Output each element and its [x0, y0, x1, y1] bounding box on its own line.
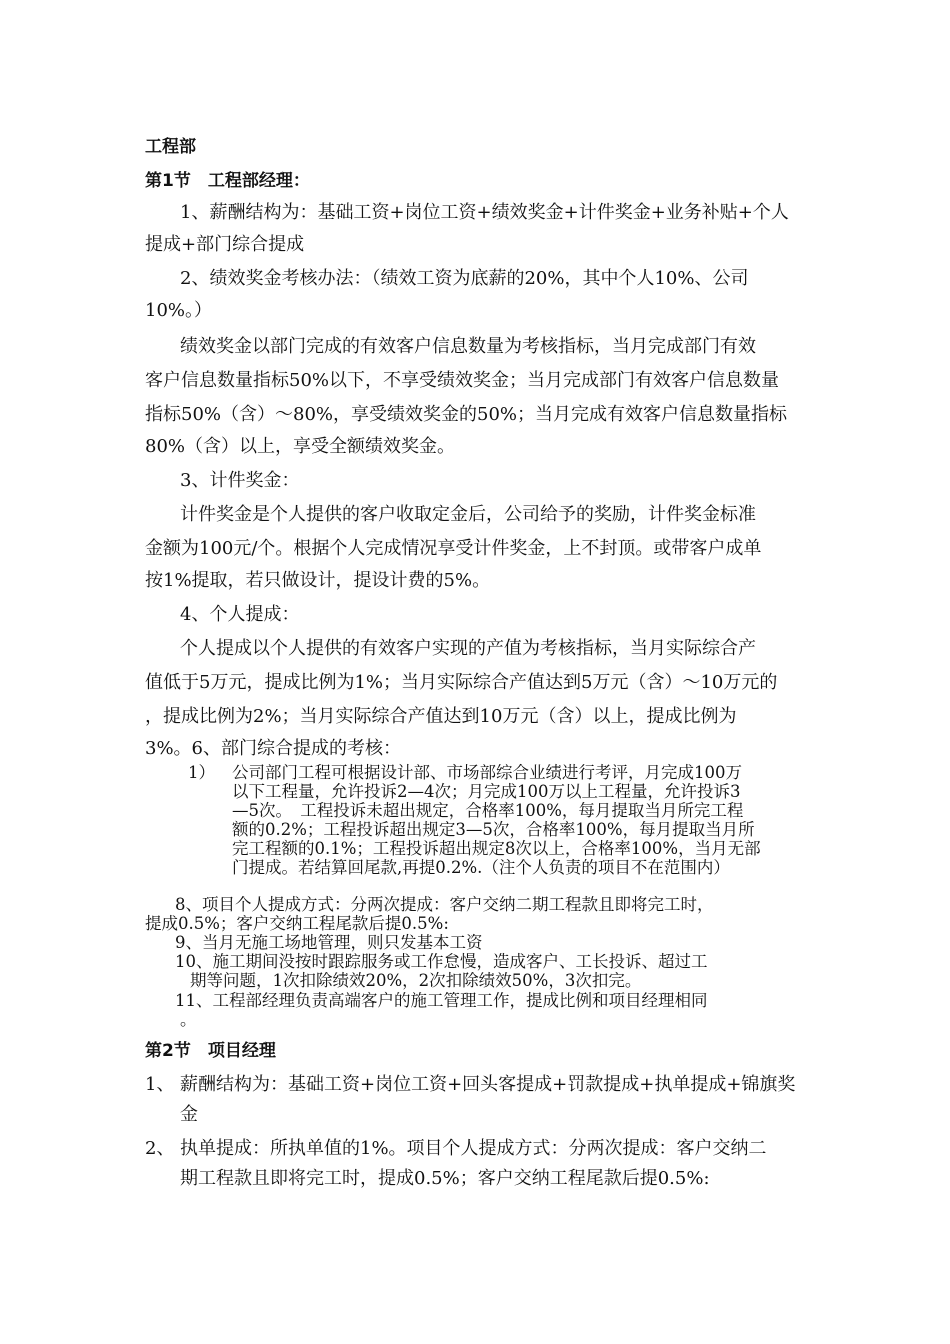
paragraph-line: 10、施工期间没按时跟踪服务或工作怠慢，造成客户、工长投诉、超过工: [175, 952, 708, 971]
list-item-line: 公司部门工程可根据设计部、市场部综合业绩进行考评，月完成100万: [232, 763, 742, 782]
list-item-line: 额的0.2%；工程投诉超出规定3—5次，合格率100%，每月提取当月所: [232, 820, 755, 839]
paragraph-line: 期等问题，1次扣除绩效20%，2次扣除绩效50%，3次扣完。: [190, 971, 642, 990]
paragraph-line: 8、项目个人提成方式：分两次提成：客户交纳二期工程款且即将完工时，: [175, 895, 714, 914]
paragraph-line: 80%（含）以上，享受全额绩效奖金。: [145, 436, 456, 457]
section-1-heading: 第1节 工程部经理：: [145, 171, 310, 191]
paragraph-line: 金额为100元/个。根据个人完成情况享受计件奖金，上不封顶。或带客户成单: [145, 538, 762, 559]
paragraph-line: 提成0.5%；客户交纳工程尾款后提0.5%:: [145, 914, 449, 933]
list-item-line: 门提成。若结算回尾款,再提0.2%.（注个人负责的项目不在范围内）: [232, 858, 730, 877]
paragraph-line: 计件奖金是个人提供的客户收取定金后，公司给予的奖励，计件奖金标准: [180, 504, 756, 525]
paragraph-line: 绩效奖金以部门完成的有效客户信息数量为考核指标，当月完成部门有效: [180, 336, 756, 357]
paragraph-line: ，提成比例为2%；当月实际综合产值达到10万元（含）以上，提成比例为: [145, 706, 737, 727]
paragraph-line: 3%。6、部门综合提成的考核：: [145, 738, 402, 759]
paragraph-line: 指标50%（含）～80%，享受绩效奖金的50%；当月完成有效客户信息数量指标: [145, 404, 788, 425]
paragraph-line: 个人提成以个人提供的有效客户实现的产值为考核指标，当月实际综合产: [180, 638, 756, 659]
paragraph-line: 1、薪酬结构为：基础工资+岗位工资+绩效奖金+计件奖金+业务补贴+个人: [180, 202, 789, 223]
paragraph-line: 11、工程部经理负责高端客户的施工管理工作，提成比例和项目经理相同: [175, 991, 708, 1010]
paragraph-line: 值低于5万元，提成比例为1%；当月实际综合产值达到5万元（含）～10万元的: [145, 672, 778, 693]
paragraph-line: 金: [180, 1104, 198, 1125]
list-item-line: 完工程额的0.1%；工程投诉超出规定8次以上，合格率100%，当月无部: [232, 839, 761, 858]
paragraph-line: 提成+部门综合提成: [145, 234, 305, 255]
list-number: 1、: [145, 1074, 175, 1095]
paragraph-line: 按1%提取，若只做设计，提设计费的5%。: [145, 570, 491, 591]
paragraph-line: 9、当月无施工场地管理，则只发基本工资: [175, 933, 483, 952]
list-item-line: —5次。 工程投诉未超出规定，合格率100%，每月提取当月所完工程: [232, 801, 744, 820]
list-number: 1）: [188, 763, 215, 782]
paragraph-line: 。: [180, 1010, 197, 1029]
paragraph-line: 2、绩效奖金考核办法：（绩效工资为底薪的20%，其中个人10%、公司: [180, 268, 749, 289]
paragraph-line: 期工程款且即将完工时，提成0.5%；客户交纳工程尾款后提0.5%:: [180, 1168, 710, 1189]
dept-title: 工程部: [145, 137, 196, 157]
paragraph-line: 执单提成：所执单值的1%。项目个人提成方式：分两次提成：客户交纳二: [180, 1138, 767, 1159]
list-item-line: 以下工程量，允许投诉2—4次；月完成100万以上工程量，允许投诉3: [232, 782, 741, 801]
list-number: 2、: [145, 1138, 175, 1159]
paragraph-line: 4、个人提成：: [180, 604, 300, 625]
paragraph-line: 3、计件奖金：: [180, 470, 300, 491]
paragraph-line: 10%。）: [145, 300, 213, 321]
paragraph-line: 薪酬结构为：基础工资+岗位工资+回头客提成+罚款提成+执单提成+锦旗奖: [180, 1074, 796, 1095]
section-2-heading: 第2节 项目经理: [145, 1041, 276, 1061]
paragraph-line: 客户信息数量指标50%以下，不享受绩效奖金；当月完成部门有效客户信息数量: [145, 370, 780, 391]
